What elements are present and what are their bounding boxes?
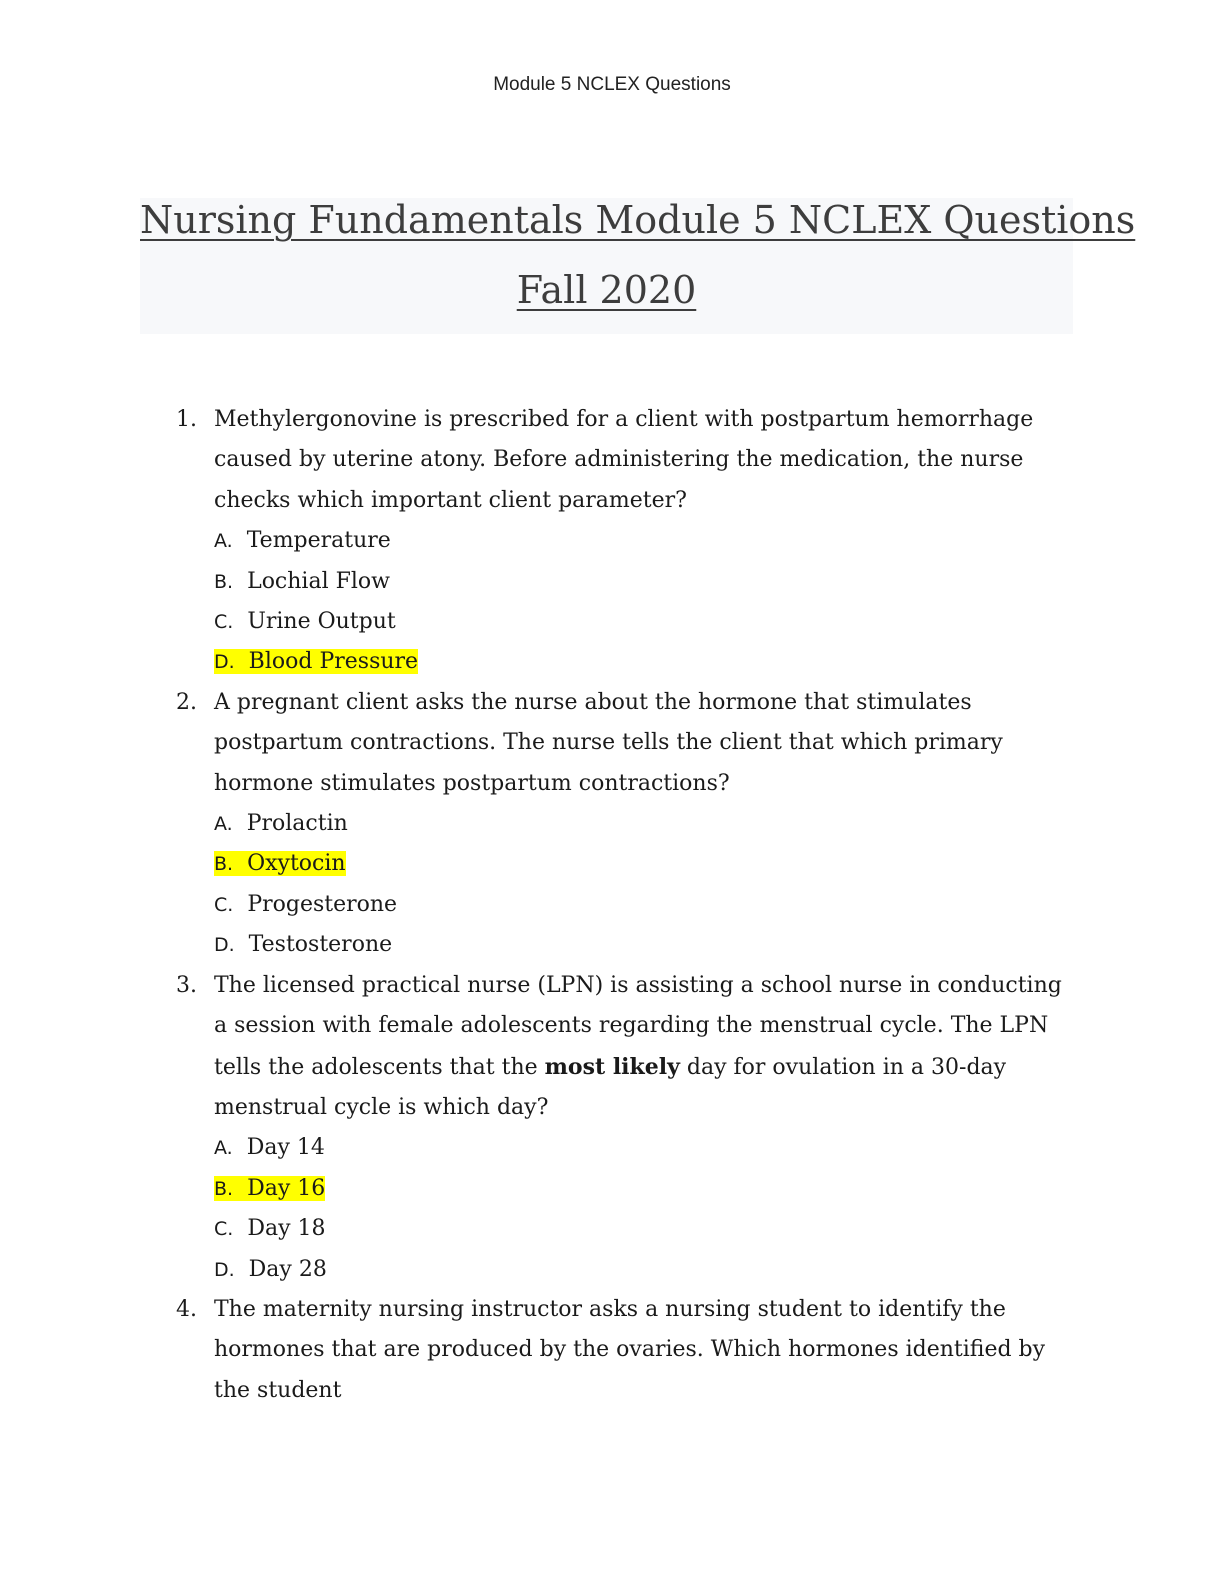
- option-text: Progesterone: [247, 891, 398, 917]
- option-b: [214, 562, 1080, 602]
- option-text: Blood Pressure: [248, 649, 419, 675]
- question-1: [140, 400, 1080, 683]
- question-number: 2.: [176, 689, 197, 715]
- question-4: [140, 1290, 1080, 1411]
- option-c: [214, 1209, 1080, 1249]
- option-text: Lochial Flow: [247, 568, 390, 594]
- option-text: Urine Output: [247, 609, 396, 635]
- question-number: 1.: [176, 407, 197, 432]
- option-text: Prolactin: [246, 811, 348, 837]
- option-b-highlighted-answer: [214, 1169, 1080, 1209]
- question-list: [140, 400, 1080, 1411]
- option-c: [214, 602, 1080, 642]
- question-2: [140, 683, 1080, 966]
- option-letter: B.: [214, 570, 234, 593]
- option-b-highlighted-answer: [214, 844, 1080, 884]
- question-text: Methylergonovine is prescribed for a client with postpartum hemorrhage caused by uterine atony. Before administering the medication, the nurse checks which important client parameter?: [214, 407, 1034, 513]
- emphasis-text: most likely: [544, 1053, 680, 1080]
- option-letter: D.: [214, 934, 235, 957]
- option-text: Testosterone: [248, 932, 393, 958]
- question-text: The maternity nursing instructor asks a nursing student to identify the hormones that are produced by the ovaries. Which hormones identified by the student: [214, 1296, 1046, 1403]
- document-title-line-1: Nursing Fundamentals Module 5 NCLEX Questions: [140, 198, 1136, 242]
- option-letter: C.: [214, 611, 234, 634]
- question-text: A pregnant client asks the nurse about the hormone that stimulates postpartum contractions. The nurse tells the client that which primary hormone stimulates postpartum contractions?: [214, 689, 1003, 796]
- option-text: Day 14: [246, 1135, 325, 1161]
- option-letter: A.: [214, 813, 233, 836]
- option-a: [214, 804, 1080, 844]
- option-letter: D.: [214, 651, 235, 674]
- option-text: Day 18: [247, 1216, 326, 1242]
- page-header: Module 5 NCLEX Questions: [493, 74, 731, 95]
- option-letter: C.: [214, 1218, 234, 1241]
- option-a: [214, 1128, 1080, 1168]
- option-letter: A.: [214, 1137, 233, 1160]
- option-text: Day 16: [247, 1175, 326, 1201]
- question-text: [214, 966, 1080, 1129]
- document-title: [140, 198, 1136, 334]
- option-d-highlighted-answer: [214, 642, 1080, 682]
- question-text-part: day for ovulation in a 30-day menstrual cycle is which day?: [214, 1054, 1007, 1120]
- option-c: [214, 885, 1080, 925]
- option-letter: C.: [214, 893, 234, 916]
- option-d: [214, 925, 1080, 965]
- document-title-line-2: Fall 2020: [516, 268, 697, 312]
- question-text-part: The licensed practical nurse (LPN) is assisting a school nurse in conducting a session with female adolescents regarding the menstrual cycle. The LPN tells the adolescents that the: [214, 972, 1062, 1080]
- option-a: [214, 521, 1080, 561]
- question-3: [140, 966, 1080, 1290]
- option-letter: A.: [214, 530, 233, 553]
- option-letter: B.: [214, 1177, 234, 1200]
- option-letter: D.: [214, 1258, 235, 1281]
- option-text: Oxytocin: [247, 851, 346, 877]
- question-number: 3.: [176, 972, 197, 998]
- question-number: 4.: [176, 1296, 197, 1322]
- option-text: Temperature: [246, 528, 391, 554]
- option-text: Day 28: [248, 1256, 327, 1282]
- option-d: [214, 1250, 1080, 1290]
- option-letter: B.: [214, 853, 234, 876]
